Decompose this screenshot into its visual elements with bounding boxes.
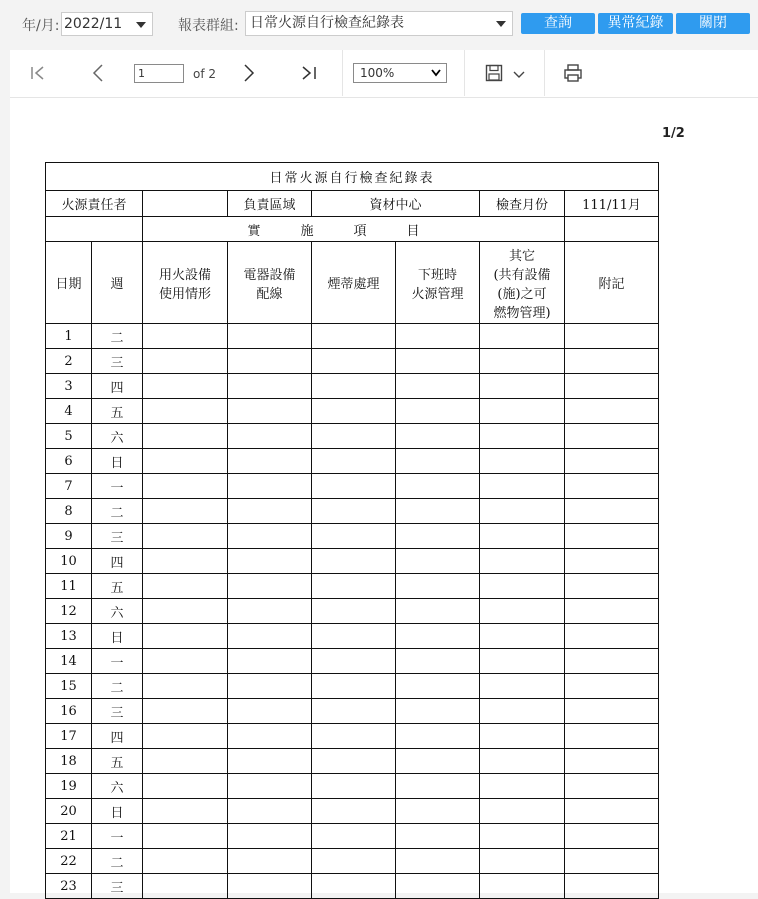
check-cell [312, 674, 396, 699]
check-cell [143, 524, 228, 549]
check-cell [228, 874, 312, 899]
check-cell [228, 649, 312, 674]
last-page-icon[interactable] [300, 65, 318, 81]
check-cell [396, 699, 480, 724]
day-cell: 20 [46, 799, 92, 824]
check-cell [312, 849, 396, 874]
page-indicator: 1/2 [662, 126, 685, 141]
check-cell [480, 524, 565, 549]
table-row [46, 749, 659, 774]
table-row [46, 524, 659, 549]
table-row [46, 324, 659, 349]
check-cell [312, 774, 396, 799]
col-cigarette-header: 煙蒂處理 [312, 242, 396, 324]
check-cell [143, 724, 228, 749]
blank-cell [46, 217, 143, 242]
check-cell [396, 449, 480, 474]
header-line: (施)之可 [497, 286, 547, 302]
check-cell [228, 449, 312, 474]
check-cell [480, 699, 565, 724]
table-row [46, 474, 659, 499]
check-cell [143, 574, 228, 599]
toolbar-separator [544, 50, 545, 96]
check-cell [565, 649, 659, 674]
toolbar-separator [342, 50, 343, 96]
day-cell: 6 [46, 449, 92, 474]
check-cell [143, 624, 228, 649]
check-cell [228, 624, 312, 649]
area-label: 負責區域 [228, 191, 312, 217]
check-cell [228, 849, 312, 874]
col-electrical-header [228, 242, 312, 324]
check-cell [228, 724, 312, 749]
check-cell [228, 324, 312, 349]
check-cell [396, 674, 480, 699]
table-row [46, 774, 659, 799]
check-cell [396, 574, 480, 599]
print-icon[interactable] [563, 63, 583, 83]
check-cell [312, 699, 396, 724]
check-cell [480, 324, 565, 349]
check-cell [143, 449, 228, 474]
check-cell [228, 424, 312, 449]
header-line: 其它 [508, 248, 535, 264]
viewer-toolbar [10, 50, 758, 98]
check-cell [480, 499, 565, 524]
save-icon[interactable] [485, 64, 503, 82]
check-cell [565, 399, 659, 424]
year-month-value: 2022/11 [64, 16, 123, 32]
check-cell [565, 774, 659, 799]
table-row [46, 849, 659, 874]
check-cell [143, 349, 228, 374]
check-cell [228, 774, 312, 799]
check-cell [480, 599, 565, 624]
check-cell [228, 524, 312, 549]
check-cell [396, 499, 480, 524]
fire-owner-value [143, 191, 228, 217]
weekday-cell: 四 [92, 374, 143, 399]
table-row [46, 624, 659, 649]
check-cell [480, 649, 565, 674]
check-cell [143, 474, 228, 499]
check-cell [396, 849, 480, 874]
check-cell [312, 399, 396, 424]
check-cell [143, 399, 228, 424]
check-cell [228, 399, 312, 424]
table-row [46, 799, 659, 824]
col-day-header: 日期 [46, 242, 92, 324]
check-cell [396, 349, 480, 374]
col-note-header: 附記 [565, 242, 659, 324]
check-cell [396, 724, 480, 749]
chevron-down-icon[interactable] [513, 71, 525, 79]
table-row [46, 824, 659, 849]
check-cell [396, 549, 480, 574]
day-cell: 11 [46, 574, 92, 599]
check-cell [396, 524, 480, 549]
weekday-cell: 二 [92, 499, 143, 524]
table-row [46, 549, 659, 574]
report-group-select[interactable] [245, 11, 513, 36]
day-cell: 14 [46, 649, 92, 674]
check-cell [480, 874, 565, 899]
year-month-label: 年/月: [22, 18, 60, 34]
weekday-cell: 五 [92, 399, 143, 424]
header-line: 使用情形 [158, 286, 211, 302]
weekday-cell: 三 [92, 874, 143, 899]
check-cell [312, 599, 396, 624]
weekday-cell: 四 [92, 724, 143, 749]
check-cell [565, 549, 659, 574]
check-cell [480, 449, 565, 474]
check-cell [312, 799, 396, 824]
check-cell [480, 424, 565, 449]
check-cell [143, 374, 228, 399]
weekday-cell: 二 [92, 674, 143, 699]
report-viewer [10, 50, 758, 896]
filter-bar [0, 0, 758, 44]
check-cell [143, 424, 228, 449]
check-cell [396, 749, 480, 774]
day-cell: 18 [46, 749, 92, 774]
table-row [46, 699, 659, 724]
check-cell [565, 474, 659, 499]
table-row [46, 424, 659, 449]
items-header: 實施項目 [143, 217, 565, 242]
day-cell: 2 [46, 349, 92, 374]
check-cell [565, 499, 659, 524]
check-cell [228, 599, 312, 624]
check-cell [228, 799, 312, 824]
report-group-label: 報表群組: [178, 18, 239, 34]
check-cell [312, 449, 396, 474]
day-cell: 12 [46, 599, 92, 624]
year-month-select[interactable] [61, 12, 153, 36]
table-row [46, 674, 659, 699]
check-cell [312, 649, 396, 674]
check-cell [228, 574, 312, 599]
month-value: 111/11月 [565, 191, 659, 217]
check-cell [396, 649, 480, 674]
previous-page-icon[interactable] [90, 63, 106, 83]
table-row [46, 349, 659, 374]
month-label: 檢查月份 [480, 191, 565, 217]
check-cell [480, 624, 565, 649]
day-cell: 9 [46, 524, 92, 549]
day-cell: 7 [46, 474, 92, 499]
weekday-cell: 一 [92, 649, 143, 674]
check-cell [480, 549, 565, 574]
weekday-cell: 二 [92, 324, 143, 349]
check-cell [312, 874, 396, 899]
next-page-icon[interactable] [241, 63, 257, 83]
check-cell [228, 549, 312, 574]
check-cell [480, 349, 565, 374]
check-cell [312, 474, 396, 499]
check-cell [396, 624, 480, 649]
check-cell [312, 549, 396, 574]
day-cell: 15 [46, 674, 92, 699]
check-cell [565, 524, 659, 549]
check-cell [312, 524, 396, 549]
check-cell [480, 724, 565, 749]
check-cell [143, 874, 228, 899]
check-cell [143, 774, 228, 799]
check-cell [565, 724, 659, 749]
table-row [46, 374, 659, 399]
check-cell [480, 824, 565, 849]
day-cell: 1 [46, 324, 92, 349]
toolbar-separator [464, 50, 465, 96]
header-line: (共有設備 [493, 267, 551, 283]
weekday-cell: 六 [92, 599, 143, 624]
check-cell [396, 324, 480, 349]
check-cell [565, 574, 659, 599]
table-row [46, 574, 659, 599]
check-cell [396, 399, 480, 424]
header-line: 下班時 [417, 267, 457, 283]
check-cell [396, 874, 480, 899]
table-row [46, 874, 659, 899]
weekday-cell: 三 [92, 524, 143, 549]
day-cell: 5 [46, 424, 92, 449]
chevron-down-icon [496, 21, 506, 27]
col-other-header [480, 242, 565, 324]
check-cell [480, 799, 565, 824]
fire-owner-label: 火源責任者 [46, 191, 143, 217]
check-cell [312, 749, 396, 774]
chevron-down-icon [136, 22, 146, 28]
check-cell [312, 349, 396, 374]
day-cell: 8 [46, 499, 92, 524]
check-cell [143, 499, 228, 524]
table-row [46, 724, 659, 749]
check-cell [312, 724, 396, 749]
header-line: 火源管理 [411, 286, 464, 302]
weekday-cell: 日 [92, 449, 143, 474]
check-cell [565, 874, 659, 899]
check-cell [143, 324, 228, 349]
weekday-cell: 五 [92, 574, 143, 599]
check-cell [312, 624, 396, 649]
check-cell [312, 824, 396, 849]
page-count: of 2 [193, 67, 217, 81]
check-cell [312, 574, 396, 599]
day-cell: 13 [46, 624, 92, 649]
check-cell [228, 474, 312, 499]
first-page-icon[interactable] [30, 65, 46, 81]
check-cell [143, 824, 228, 849]
weekday-cell: 四 [92, 549, 143, 574]
check-cell [480, 374, 565, 399]
header-line: 用火設備 [158, 267, 211, 283]
weekday-cell: 二 [92, 849, 143, 874]
check-cell [565, 324, 659, 349]
check-cell [396, 774, 480, 799]
inspection-report-table [45, 162, 659, 899]
check-cell [565, 749, 659, 774]
table-row [46, 399, 659, 424]
check-cell [312, 424, 396, 449]
check-cell [143, 849, 228, 874]
weekday-cell: 日 [92, 624, 143, 649]
day-cell: 3 [46, 374, 92, 399]
check-cell [143, 599, 228, 624]
check-cell [312, 499, 396, 524]
day-cell: 4 [46, 399, 92, 424]
table-row [46, 449, 659, 474]
day-cell: 21 [46, 824, 92, 849]
zoom-value: 100% [360, 66, 395, 80]
check-cell [565, 349, 659, 374]
header-line: 燃物管理) [493, 305, 551, 321]
check-cell [565, 674, 659, 699]
check-cell [312, 374, 396, 399]
weekday-cell: 六 [92, 424, 143, 449]
check-cell [228, 749, 312, 774]
header-line: 電器設備 [243, 267, 296, 283]
check-cell [396, 474, 480, 499]
check-cell [396, 424, 480, 449]
table-row [46, 499, 659, 524]
check-cell [396, 599, 480, 624]
check-cell [480, 749, 565, 774]
weekday-cell: 一 [92, 824, 143, 849]
day-cell: 16 [46, 699, 92, 724]
check-cell [480, 674, 565, 699]
zoom-select[interactable] [353, 63, 447, 83]
check-cell [228, 374, 312, 399]
abnormal-records-button[interactable]: 異常紀錄 [598, 13, 673, 34]
col-offduty-header [396, 242, 480, 324]
query-button[interactable]: 查詢 [521, 13, 595, 34]
check-cell [143, 674, 228, 699]
page-number-input[interactable]: 1 [134, 64, 184, 83]
check-cell [480, 474, 565, 499]
report-rows [46, 324, 659, 899]
check-cell [480, 399, 565, 424]
check-cell [228, 499, 312, 524]
check-cell [565, 449, 659, 474]
check-cell [143, 749, 228, 774]
weekday-cell: 三 [92, 699, 143, 724]
check-cell [396, 824, 480, 849]
check-cell [480, 849, 565, 874]
weekday-cell: 三 [92, 349, 143, 374]
day-cell: 17 [46, 724, 92, 749]
check-cell [143, 549, 228, 574]
check-cell [565, 424, 659, 449]
chevron-down-icon [431, 69, 441, 77]
check-cell [143, 649, 228, 674]
header-line: 配線 [256, 286, 283, 302]
check-cell [228, 674, 312, 699]
table-row [46, 649, 659, 674]
check-cell [396, 799, 480, 824]
close-button[interactable]: 關閉 [676, 13, 750, 34]
weekday-cell: 六 [92, 774, 143, 799]
col-week-header: 週 [92, 242, 143, 324]
day-cell: 22 [46, 849, 92, 874]
day-cell: 23 [46, 874, 92, 899]
check-cell [480, 774, 565, 799]
weekday-cell: 日 [92, 799, 143, 824]
day-cell: 19 [46, 774, 92, 799]
check-cell [228, 824, 312, 849]
report-group-value: 日常火源自行檢查紀錄表 [250, 15, 404, 31]
check-cell [565, 624, 659, 649]
weekday-cell: 一 [92, 474, 143, 499]
check-cell [228, 349, 312, 374]
check-cell [480, 574, 565, 599]
weekday-cell: 五 [92, 749, 143, 774]
blank-cell [565, 217, 659, 242]
check-cell [565, 799, 659, 824]
check-cell [565, 849, 659, 874]
check-cell [143, 699, 228, 724]
check-cell [565, 699, 659, 724]
check-cell [228, 699, 312, 724]
day-cell: 10 [46, 549, 92, 574]
area-value: 資材中心 [312, 191, 480, 217]
check-cell [143, 799, 228, 824]
check-cell [565, 599, 659, 624]
col-fire-equipment-header [143, 242, 228, 324]
check-cell [565, 824, 659, 849]
table-row [46, 599, 659, 624]
check-cell [312, 324, 396, 349]
check-cell [565, 374, 659, 399]
check-cell [396, 374, 480, 399]
report-title: 日常火源自行檢查紀錄表 [46, 163, 659, 191]
